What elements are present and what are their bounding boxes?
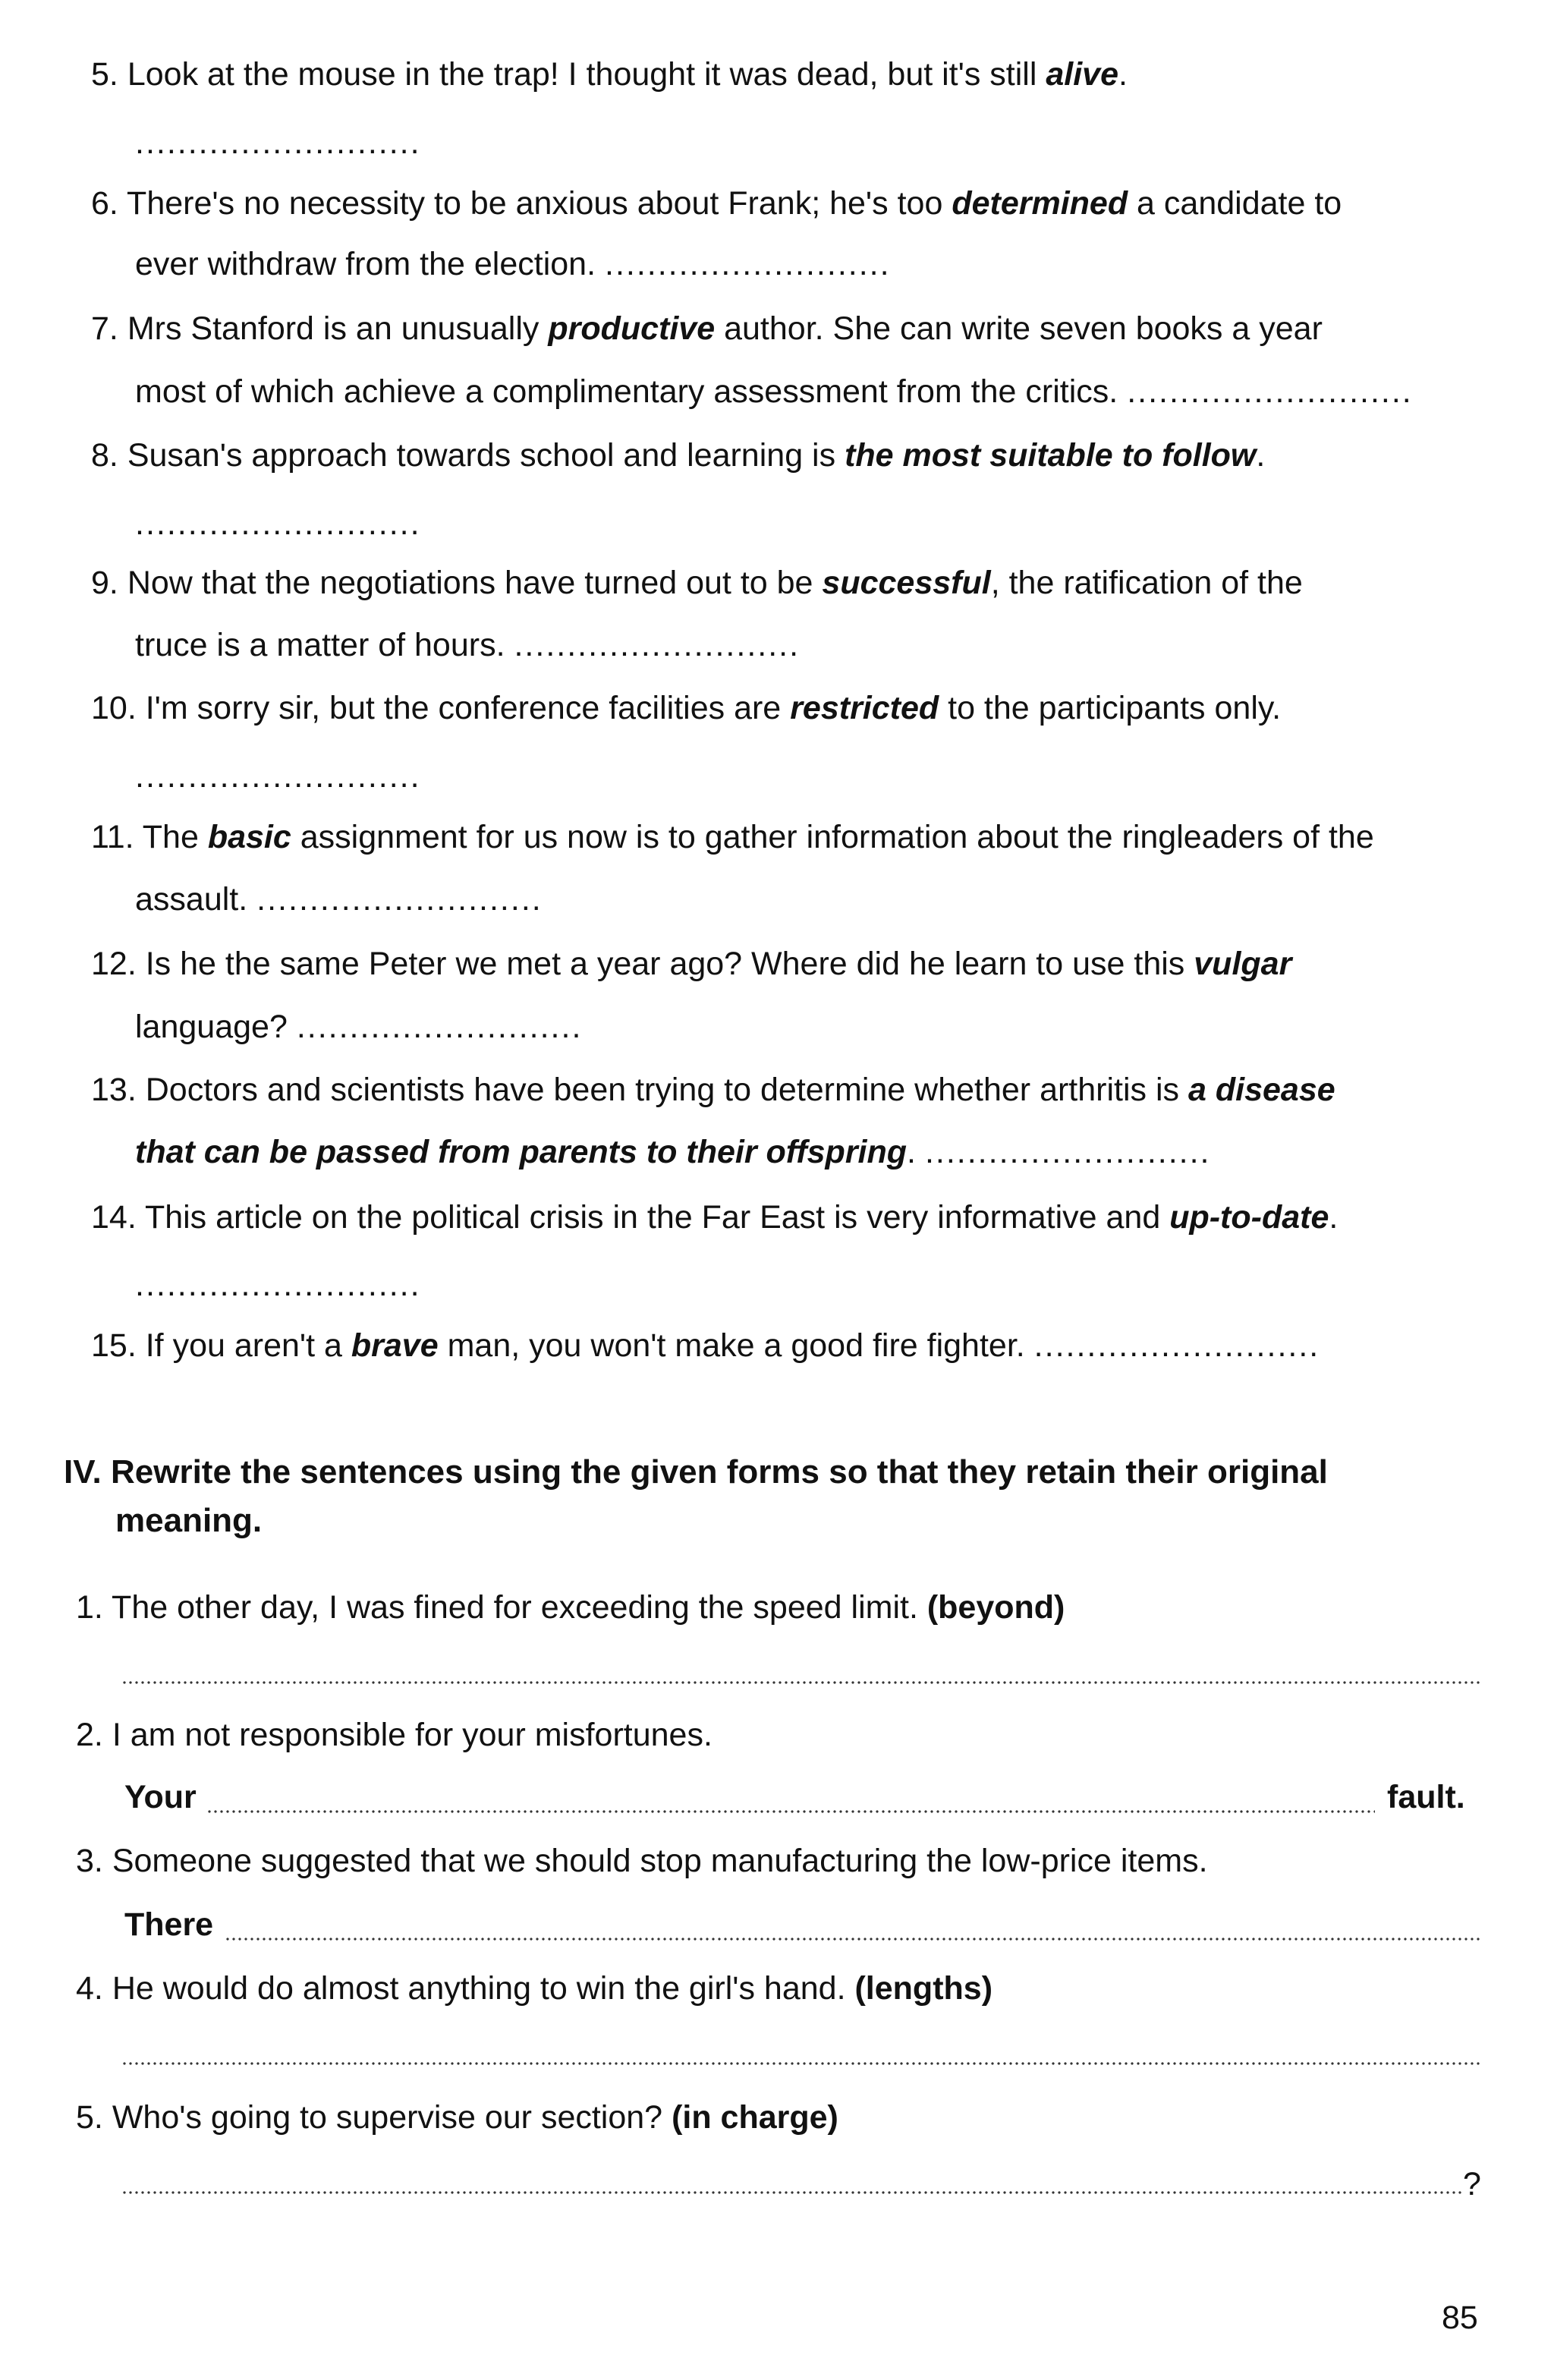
exercise-item-13 <box>91 1069 1335 1111</box>
item-emphasis: the most suitable to follow <box>845 437 1257 474</box>
rewrite-item-5 <box>76 2096 838 2139</box>
item-emphasis: productive <box>548 310 716 347</box>
section-heading: IV. Rewrite the sentences using the given forms so that they retain their original <box>64 1453 1328 1491</box>
answer-dots: ........................... <box>135 1267 421 1303</box>
item-emphasis: basic <box>207 819 291 855</box>
answer-line <box>225 1937 1480 1941</box>
item-text-cont: assault. <box>135 881 248 918</box>
item-emphasis: determined <box>952 185 1128 222</box>
item-text: Look at the mouse in the trap! I thought it was dead, but it's still <box>127 56 1046 93</box>
page-number: 85 <box>1442 2300 1478 2336</box>
item-text: I'm sorry sir, but the conference facilities are <box>145 690 791 726</box>
answer-start-word: Your <box>124 1779 197 1815</box>
section-heading-cont: meaning. <box>115 1502 263 1539</box>
item-number: 8. <box>91 437 118 474</box>
answer-start-word: There <box>124 1906 214 1943</box>
answer-line <box>121 2061 1480 2066</box>
item-text: The other day, I was fined for exceeding the speed limit. <box>112 1589 918 1626</box>
item-text: Doctors and scientists have been trying to determine whether arthritis is <box>145 1072 1188 1108</box>
exercise-item-7-line2 <box>135 370 1413 413</box>
item-text: Who's going to supervise our section? <box>112 2099 663 2136</box>
rewrite-item-4 <box>76 1967 992 2010</box>
item-emphasis: brave <box>351 1327 439 1364</box>
exercise-item-15 <box>91 1324 1320 1367</box>
answer-dots: ........................... <box>605 246 891 282</box>
given-form: (in charge) <box>672 2099 838 2136</box>
item-number: 11. <box>91 819 134 855</box>
answer-end-word: fault. <box>1387 1779 1465 1815</box>
given-form: (beyond) <box>926 1589 1065 1626</box>
exercise-item-6-line2 <box>135 243 891 285</box>
item-text: If you aren't a <box>145 1327 351 1364</box>
exercise-item-8 <box>91 434 1265 477</box>
item-text-cont: truce is a matter of hours. <box>135 627 505 663</box>
exercise-item-11 <box>91 816 1374 858</box>
item-text-tail: , the ratification of the <box>990 565 1303 601</box>
item-emphasis: restricted <box>790 690 939 726</box>
exercise-item-10 <box>91 687 1281 729</box>
item-number: 7. <box>91 310 118 347</box>
exercise-item-12-line2 <box>135 1006 582 1048</box>
item-number: 1. <box>76 1589 103 1626</box>
item-number: 2. <box>76 1717 103 1753</box>
item-text-tail: . <box>1118 56 1128 93</box>
rewrite-item-3 <box>76 1840 1208 1882</box>
answer-dots: ........................... <box>514 627 801 663</box>
item-text: He would do almost anything to win the girl's hand. <box>112 1970 846 2007</box>
item-emphasis: alive <box>1046 56 1118 93</box>
item-text-tail: author. She can write seven books a year <box>715 310 1323 347</box>
item-number: 10. <box>91 690 137 726</box>
rewrite-item-2 <box>76 1714 713 1756</box>
item-text: Mrs Stanford is an unusually <box>127 310 549 347</box>
item-emphasis: successful <box>822 565 991 601</box>
exercise-item-14 <box>91 1196 1338 1239</box>
item-text-tail: man, you won't make a good fire fighter. <box>438 1327 1025 1364</box>
item-number: 14. <box>91 1199 137 1236</box>
item-text: Now that the negotiations have turned out to be <box>127 565 823 601</box>
exercise-item-9-line2 <box>135 624 800 666</box>
answer-dots: ........................... <box>1033 1327 1320 1364</box>
item-emphasis: vulgar <box>1194 946 1292 982</box>
item-emphasis: a disease <box>1188 1072 1335 1108</box>
answer-dots: ........................... <box>256 881 543 918</box>
answer-line <box>206 1809 1375 1814</box>
exercise-item-11-line2 <box>135 878 543 921</box>
item-text: The <box>142 819 208 855</box>
item-text: Is he the same Peter we met a year ago? Where did he learn to use this <box>145 946 1194 982</box>
given-form: (lengths) <box>854 1970 993 2007</box>
item-emphasis: up-to-date <box>1169 1199 1329 1236</box>
exercise-item-7 <box>91 307 1323 350</box>
item-number: 6. <box>91 185 118 222</box>
item-emphasis-cont: that can be passed from parents to their offspring <box>135 1134 908 1170</box>
answer-line <box>121 2190 1461 2195</box>
item-text-tail: . <box>1256 437 1266 474</box>
exercise-item-12 <box>91 943 1291 985</box>
item-number: 13. <box>91 1072 137 1108</box>
answer-dots: ........................... <box>135 758 421 795</box>
item-number: 3. <box>76 1843 103 1879</box>
item-number: 9. <box>91 565 118 601</box>
answer-dots: ........................... <box>296 1009 583 1045</box>
item-number: 15. <box>91 1327 137 1364</box>
answer-dots: ........................... <box>135 505 421 542</box>
item-text-tail: to the participants only. <box>939 690 1282 726</box>
item-text-tail: . <box>1329 1199 1339 1236</box>
item-text: I am not responsible for your misfortunes. <box>112 1717 713 1753</box>
item-text: This article on the political crisis in the Far East is very informative and <box>144 1199 1170 1236</box>
answer-dots: ........................... <box>924 1134 1211 1170</box>
item-text-tail: . <box>907 1134 916 1170</box>
item-number: 12. <box>91 946 137 982</box>
answer-dots: ........................... <box>135 124 421 161</box>
exercise-item-6 <box>91 182 1342 225</box>
item-number: 5. <box>91 56 118 93</box>
answer-dots: ........................... <box>1127 373 1413 410</box>
answer-line <box>121 1680 1480 1685</box>
item-text: Someone suggested that we should stop manufacturing the low-price items. <box>112 1843 1208 1879</box>
item-text-tail: assignment for us now is to gather information about the ringleaders of the <box>291 819 1374 855</box>
item-number: 5. <box>76 2099 103 2136</box>
item-text-cont: most of which achieve a complimentary assessment from the critics. <box>135 373 1118 410</box>
rewrite-item-1 <box>76 1586 1065 1629</box>
exercise-item-9 <box>91 562 1303 604</box>
item-text: There's no necessity to be anxious about Frank; he's too <box>127 185 952 222</box>
item-text-cont: ever withdraw from the election. <box>135 246 596 282</box>
item-text-cont: language? <box>135 1009 288 1045</box>
exercise-item-13-line2 <box>135 1131 1211 1173</box>
item-text: Susan's approach towards school and learning is <box>127 437 845 474</box>
item-number: 4. <box>76 1970 103 2007</box>
answer-end-mark: ? <box>1463 2166 1481 2202</box>
exercise-item-5 <box>91 53 1128 96</box>
item-text-tail: a candidate to <box>1128 185 1342 222</box>
